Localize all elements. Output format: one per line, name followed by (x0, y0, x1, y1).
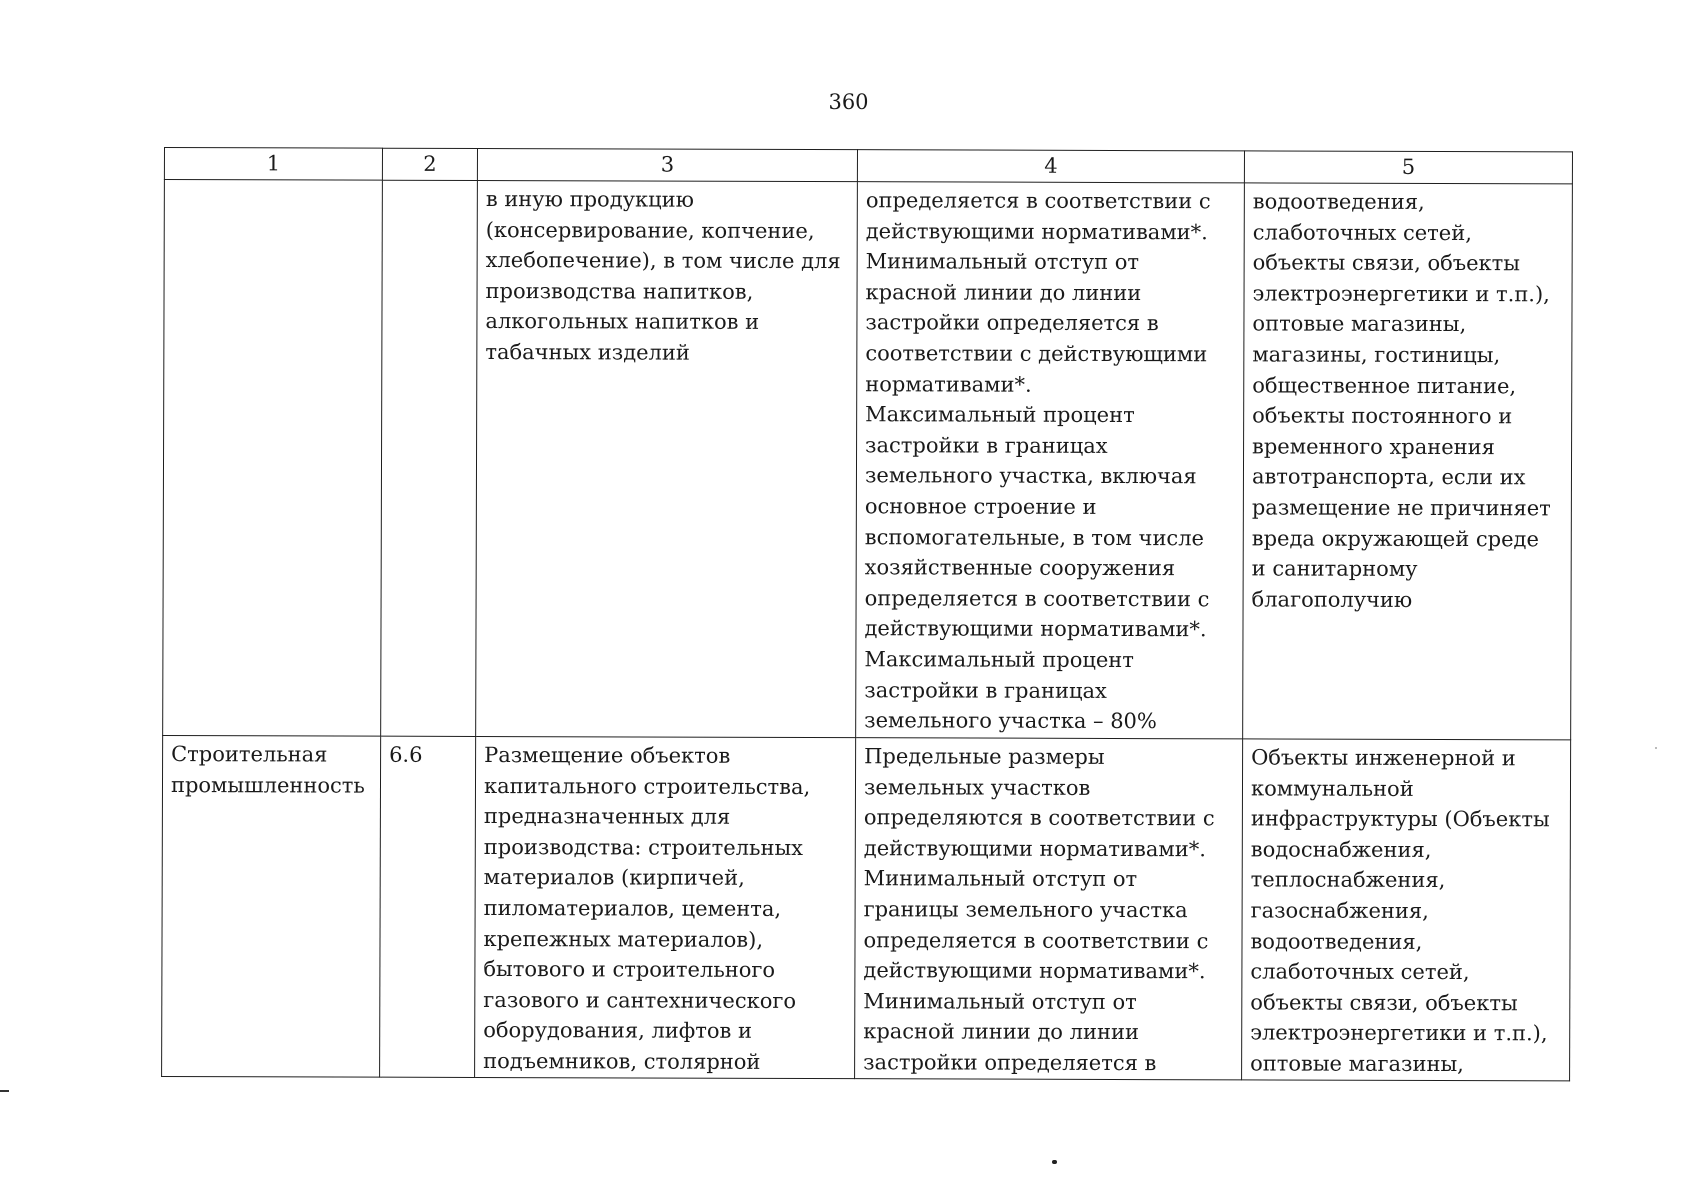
cell-use-name (163, 180, 383, 737)
cell-code (381, 180, 478, 736)
table-header-row (164, 148, 1572, 184)
cell-text: определяется в соответствии с действующими нормативами*. Минимальный отступ от красной линии до линии застройки определяется в соответствии с действующими нормативами*. Максимальный процент застройки в границах земельного участка, включая основное строение и вспомогательные, в том числе хозяйственные сооружения определяется в соответствии с действующими нормативами*. Максимальный процент застройки в границах земельного участка – 80% (864, 188, 1211, 734)
cell-use-name (162, 735, 381, 1076)
table-row (163, 180, 1573, 740)
cell-text: 6.6 (389, 742, 423, 767)
page-number: 360 (828, 90, 869, 114)
cell-text: Предельные размеры земельных участков определяются в соответствии с действующими нормативами*. Минимальный отступ от границы земельного участка определяется в соответствии с действующими нормативами*. Минимальный отступ от красной линии до линии застройки определяется в (863, 744, 1215, 1076)
cell-text: водоотведения, слаботочных сетей, объекты связи, объекты электроэнергетики и т.п.), оптовые магазины, магазины, гостиницы, общественное питание, объекты постоянного и временного хранения автотранспорта, если их размещение не причиняет вреда окружающей среде и санитарному благополучию (1251, 189, 1551, 612)
cell-parameters (855, 738, 1243, 1080)
scan-margin-mark (0, 1090, 9, 1092)
cell-text: Строительная промышленность (170, 742, 365, 798)
scan-speck (1655, 747, 1657, 749)
cell-description (475, 736, 856, 1078)
cell-auxiliary-uses (1243, 183, 1573, 740)
scan-speck (1052, 1160, 1057, 1164)
cell-text (173, 183, 374, 184)
column-header-5: 5 (1244, 151, 1572, 184)
cell-parameters (856, 182, 1245, 739)
cell-text: Размещение объектов капитального строительства, предназначенных для производства: строительных материалов (кирпичей, пиломатериалов, цемента, крепежных материалов), бытового и строительного газового и сантехнического оборудования, лифтов и подъемников, столярной (483, 743, 811, 1074)
cell-auxiliary-uses (1242, 739, 1571, 1081)
cell-text: Объекты инженерной и коммунальной инфраструктуры (Объекты водоснабжения, теплоснабжения, газоснабжения, водоотведения, слаботочных сетей, объекты связи, объекты электроэнергетики и т.п.), оптовые магазины, (1250, 745, 1550, 1077)
column-header-1: 1 (164, 148, 382, 181)
cell-code (380, 736, 476, 1077)
land-use-table (161, 147, 1573, 1081)
column-header-4: 4 (857, 150, 1244, 183)
column-header-3: 3 (477, 148, 857, 181)
cell-text: в иную продукцию (консервирование, копчение, хлебопечение), в том числе для производства напитков, алкогольных напитков и табачных изделий (485, 187, 841, 365)
cell-description (476, 180, 858, 737)
column-header-2: 2 (382, 148, 477, 180)
table-row (162, 735, 1571, 1080)
